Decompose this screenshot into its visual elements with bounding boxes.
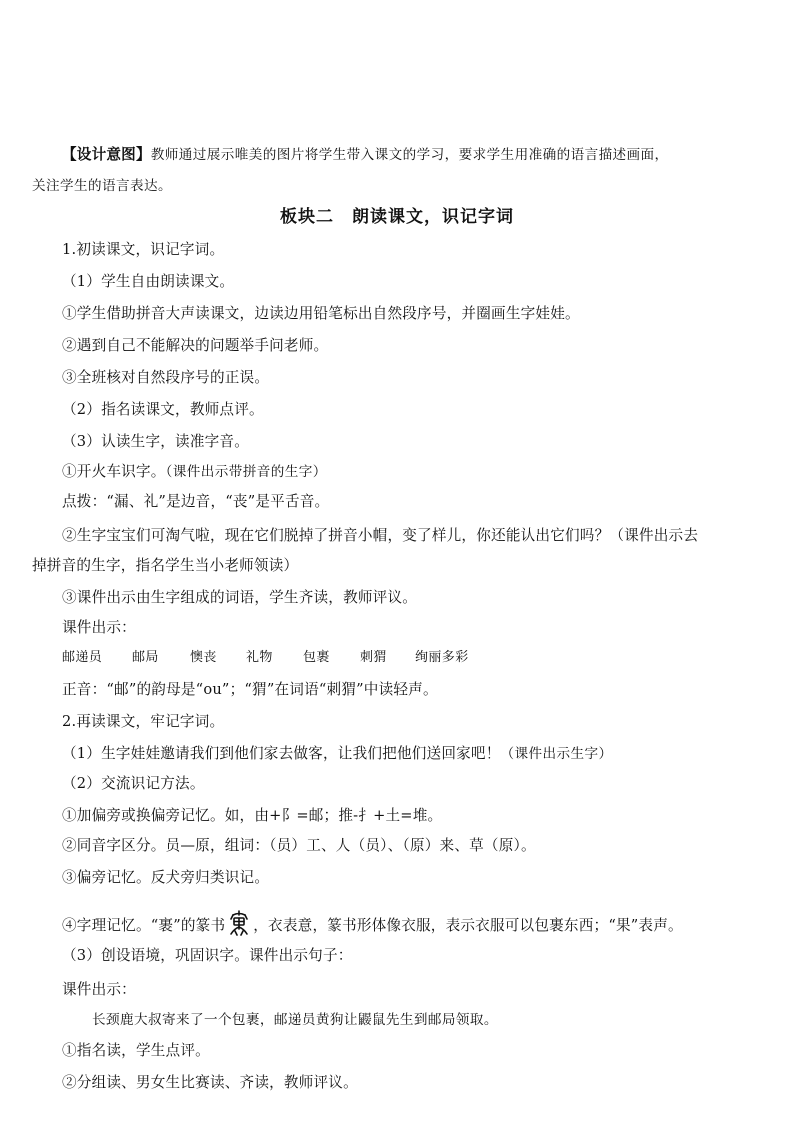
step-2-heading: 2.再读课文，牢记字词。 — [62, 713, 225, 730]
sub-step-invite-text: （1）生字娃娃邀请我们到他们家去做客，让我们把他们送回家吧！ — [62, 745, 501, 762]
courseware-note: （课件出示带拼音的生字） — [165, 464, 327, 480]
word-item: 包裹 — [303, 650, 330, 665]
method-character-logic-text-2: ，衣表意，篆书形体像衣服，表示衣服可以包裹东西；“果”表声。 — [253, 917, 683, 934]
step-1-heading: 1.初读课文，识记字词。 — [62, 241, 225, 258]
design-intent-line-1 — [62, 145, 669, 165]
item-read-aloud: ①学生借助拼音大声读课文，边读边用铅笔标出自然段序号，并圈画生字娃娃。 — [62, 305, 580, 322]
section-title: 板块二 朗读课文，识记字词 — [280, 207, 514, 227]
seal-script-guo-icon — [226, 910, 252, 936]
design-intent-text: 教师通过展示唯美的图片将学生带入课文的学习，要求学生用准确的语言描述画面， — [150, 147, 669, 163]
courseware-label-2: 课件出示： — [62, 981, 136, 998]
sub-step-1: （1）学生自由朗读课文。 — [62, 273, 235, 290]
item-ask-teacher: ②遇到自己不能解决的问题举手问老师。 — [62, 337, 329, 354]
courseware-note-2: （课件出示生字） — [500, 746, 613, 762]
sub-step-context: （3）创设语境，巩固识字。课件出示句子： — [62, 947, 353, 964]
item-train-reading-text: ①开火车识字。 — [62, 463, 166, 480]
method-character-logic-text-1: ④字理记忆。“裹”的篆书 — [62, 917, 226, 934]
sub-step-invite — [62, 744, 612, 764]
design-intent-label: 【设计意图】 — [62, 146, 151, 163]
sub-step-2: （2）指名读课文，教师点评。 — [62, 401, 264, 418]
item-check-paragraphs: ③全班核对自然段序号的正误。 — [62, 369, 270, 386]
item-without-pinyin-2: 掉拼音的生字，指名学生当小老师领读） — [32, 557, 299, 574]
item-group-reading: ②分组读、男女生比赛读、齐读，教师评议。 — [62, 1074, 358, 1091]
sub-step-3: （3）认读生字，读准字音。 — [62, 433, 250, 450]
item-without-pinyin-1: ②生字宝宝们可淘气啦，现在它们脱掉了拼音小帽，变了样儿，你还能认出它们吗？（课件出示去 — [62, 527, 699, 544]
pronunciation-correction: 正音：“邮”的韵母是“ou”；“猬”在词语“刺猬”中读轻声。 — [62, 681, 438, 698]
sub-step-methods: （2）交流识记方法。 — [62, 775, 205, 792]
method-radical-group: ③偏旁记忆。反犬旁归类识记。 — [62, 869, 270, 886]
word-item: 懊丧 — [190, 650, 217, 665]
word-item: 邮局 — [132, 650, 159, 665]
method-character-logic — [62, 910, 683, 936]
word-item: 绚丽多彩 — [415, 650, 469, 665]
courseware-label-1: 课件出示： — [62, 619, 136, 636]
design-intent-line-2: 关注学生的语言表达。 — [32, 178, 172, 194]
item-named-reading: ①指名读，学生点评。 — [62, 1042, 210, 1059]
item-train-reading — [62, 462, 327, 482]
item-word-reading: ③课件出示由生字组成的词语，学生齐读，教师评议。 — [62, 589, 418, 606]
courseware-sentence: 长颈鹿大叔寄来了一个包裹，邮递员黄狗让鼹鼠先生到邮局领取。 — [92, 1012, 498, 1028]
method-homophone: ②同音字区分。员—原，组词：（员）工、人（员）、（原）来、草（原）。 — [62, 837, 536, 854]
method-radical: ①加偏旁或换偏旁记忆。如，由+阝=邮；推-扌+土=堆。 — [62, 807, 443, 824]
hint-pronunciation: 点拨：“漏、礼”是边音，“丧”是平舌音。 — [62, 493, 330, 510]
word-item: 礼物 — [246, 650, 273, 665]
word-item: 邮递员 — [62, 650, 103, 665]
word-item: 刺猬 — [360, 650, 387, 665]
